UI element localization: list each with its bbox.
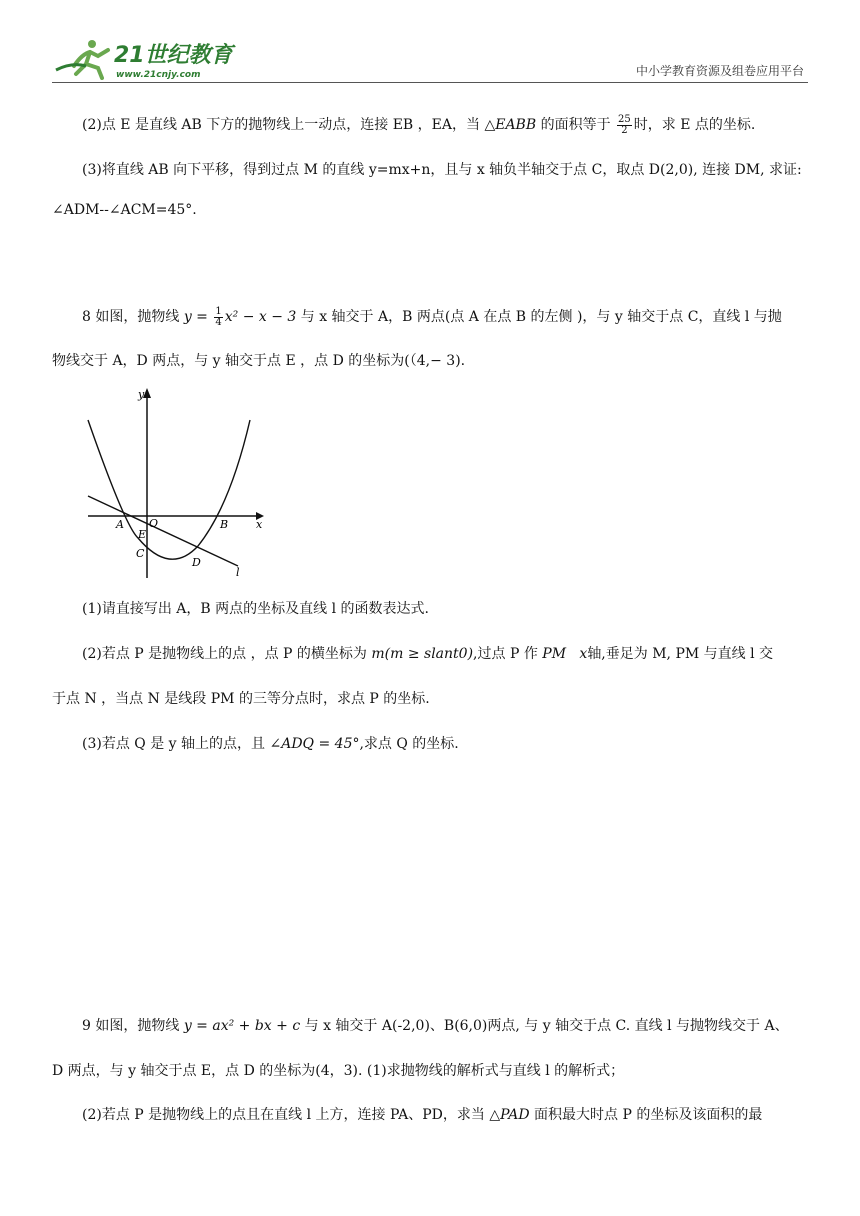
parabola-curve	[88, 420, 250, 559]
logo-21cnjy	[52, 36, 252, 80]
q8-part2-line1: (2)若点 P 是抛物线上的点 ，点 P 的横坐标为 m(m ≥ slant0),过点 P 作 PM x轴,垂足为 M, PM 与直线 l 交	[82, 646, 774, 662]
q7-part2: (2)点 E 是直线 AB 下方的抛物线上一动点，连接 EB ，EA，当 △EABB 的面积等于 $\frac{25}{2}$ 时，求 E 点的坐标.	[82, 113, 756, 136]
q9-part2: (2)若点 P 是抛物线上的点且在直线 l 上方，连接 PA、PD，求当 △PAD 面积最大时点 P 的坐标及该面积的最	[82, 1107, 763, 1123]
q7-part3-line1: (3)将直线 AB 向下平移，得到过点 M 的直线 y=mx+n，且与 x 轴负半轴交于点 C，取点 D(2,0), 连接 DM, 求证:	[82, 162, 802, 178]
label-E: E	[138, 528, 147, 541]
q8-part3: (3)若点 Q 是 y 轴上的点，且 ∠ADQ = 45°,求点 Q 的坐标.	[82, 736, 459, 752]
q8-intro-line2: 物线交于 A，D 两点，与 y 轴交于点 E ，点 D 的坐标为(（4,− 3).	[52, 353, 466, 369]
q8-part1: (1)请直接写出 A，B 两点的坐标及直线 l 的函数表达式.	[82, 601, 429, 617]
q9-intro-line2: D 两点，与 y 轴交于点 E，点 D 的坐标为(4，3). (1)求抛物线的解析式与直线 l 的解析式；	[52, 1063, 625, 1079]
label-O: O	[149, 517, 159, 530]
svg-text:www.21cnjy.com: www.21cnjy.com	[116, 70, 201, 80]
header-platform-text: 中小学教育资源及组卷应用平台	[635, 64, 804, 78]
label-l: l	[236, 566, 240, 579]
label-B: B	[220, 518, 229, 531]
q8-intro-line1: 8 如图，抛物线 y = $\frac{1}{4}$ x² − x − 3 与 x 轴交于 A，B 两点(点 A 在点 B 的左侧 )，与 y 轴交于点 C，直线 l 与抛	[82, 305, 782, 328]
q8-part2-line2: 于点 N ，当点 N 是线段 PM 的三等分点时，求点 P 的坐标.	[52, 691, 430, 707]
page-header	[52, 36, 808, 83]
parabola-graph	[80, 386, 270, 582]
q7-part3-line2: ∠ADM--∠ACM=45°.	[52, 202, 197, 218]
label-y: y	[138, 388, 145, 401]
label-A: A	[116, 518, 124, 531]
q9-intro-line1: 9 如图，抛物线 y = ax² + bx + c 与 x 轴交于 A(-2,0)、B(6,0)两点, 与 y 轴交于点 C. 直线 l 与抛物线交于 A、	[82, 1018, 789, 1034]
svg-text:21世纪教育: 21世纪教育	[114, 43, 233, 68]
line-l	[88, 496, 238, 566]
fraction-25-2: $\frac{25}{2}$	[618, 113, 631, 136]
label-x: x	[256, 518, 263, 531]
fraction-1-4: $\frac{1}{4}$	[215, 305, 222, 328]
label-D: D	[192, 556, 201, 569]
label-C: C	[136, 547, 145, 560]
